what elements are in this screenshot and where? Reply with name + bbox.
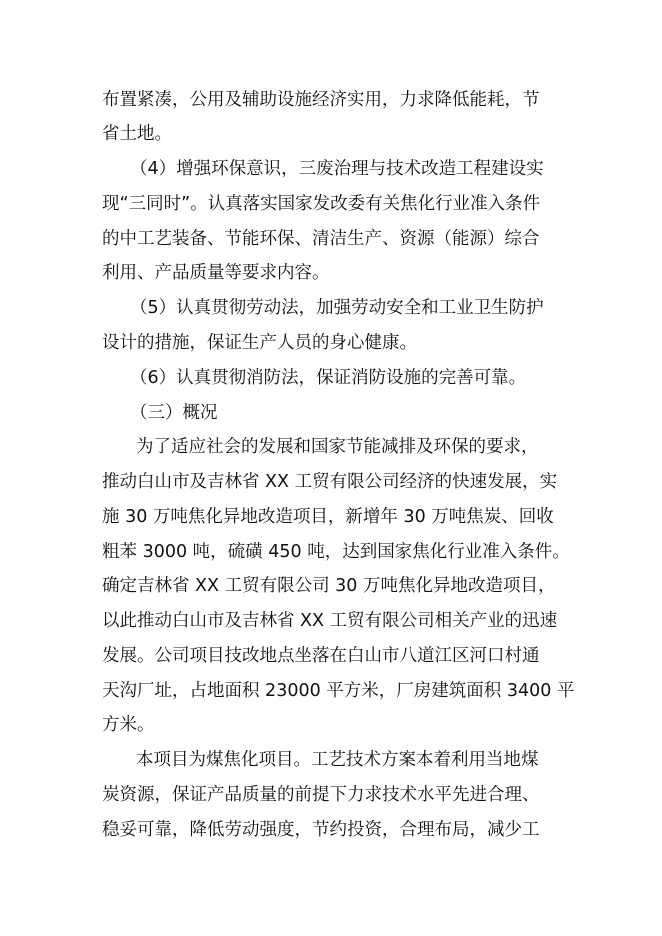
text-line: 设计的措施，保证生产人员的身心健康。 xyxy=(102,333,417,353)
text-line: 天沟厂址，占地面积 23000 平方米，厂房建筑面积 3400 平 xyxy=(102,681,575,701)
text-line: 方米。 xyxy=(102,715,155,735)
text-line: 发展。公司项目技改地点坐落在白山市八道江区河口村通 xyxy=(102,646,540,666)
text-line: 确定吉林省 XX 工贸有限公司 30 万吨焦化异地改造项目， xyxy=(102,576,556,596)
text-line: 为了适应社会的发展和国家节能减排及环保的要求， xyxy=(136,437,539,457)
text-line: （5）认真贯彻劳动法，加强劳动安全和工业卫生防护 xyxy=(130,298,544,318)
text-line: 利用、产品质量等要求内容。 xyxy=(102,263,330,283)
text-line: 以此推动白山市及吉林省 XX 工贸有限公司相关产业的迅速 xyxy=(102,611,558,631)
text-line: 炭资源，保证产品质量的前提下力求技术水平先进合理、 xyxy=(102,785,540,805)
text-line: （6）认真贯彻消防法，保证消防设施的完善可靠。 xyxy=(130,368,527,388)
text-line: （4）增强环保意识，三废治理与技术改造工程建设实 xyxy=(130,159,544,179)
text-line: 布置紧凑，公用及辅助设施经济实用，力求降低能耗，节 xyxy=(102,90,540,110)
section-heading: （三）概况 xyxy=(130,403,218,423)
text-line: 粗苯 3000 吨，硫磺 450 吨，达到国家焦化行业准入条件。 xyxy=(102,542,570,562)
text-line: 的中工艺装备、节能环保、清洁生产、资源（能源）综合 xyxy=(102,229,540,249)
text-line: 本项目为煤焦化项目。工艺技术方案本着利用当地煤 xyxy=(136,750,539,770)
text-line: 施 30 万吨焦化异地改造项目，新增年 30 万吨焦炭、回收 xyxy=(102,507,554,527)
text-line: 现“三同时”。认真落实国家发改委有关焦化行业准入条件 xyxy=(102,194,541,214)
text-line: 推动白山市及吉林省 XX 工贸有限公司经济的快速发展，实 xyxy=(102,472,558,492)
text-line: 稳妥可靠，降低劳动强度，节约投资，合理布局，减少工 xyxy=(102,820,540,840)
text-line: 省土地。 xyxy=(102,124,172,144)
